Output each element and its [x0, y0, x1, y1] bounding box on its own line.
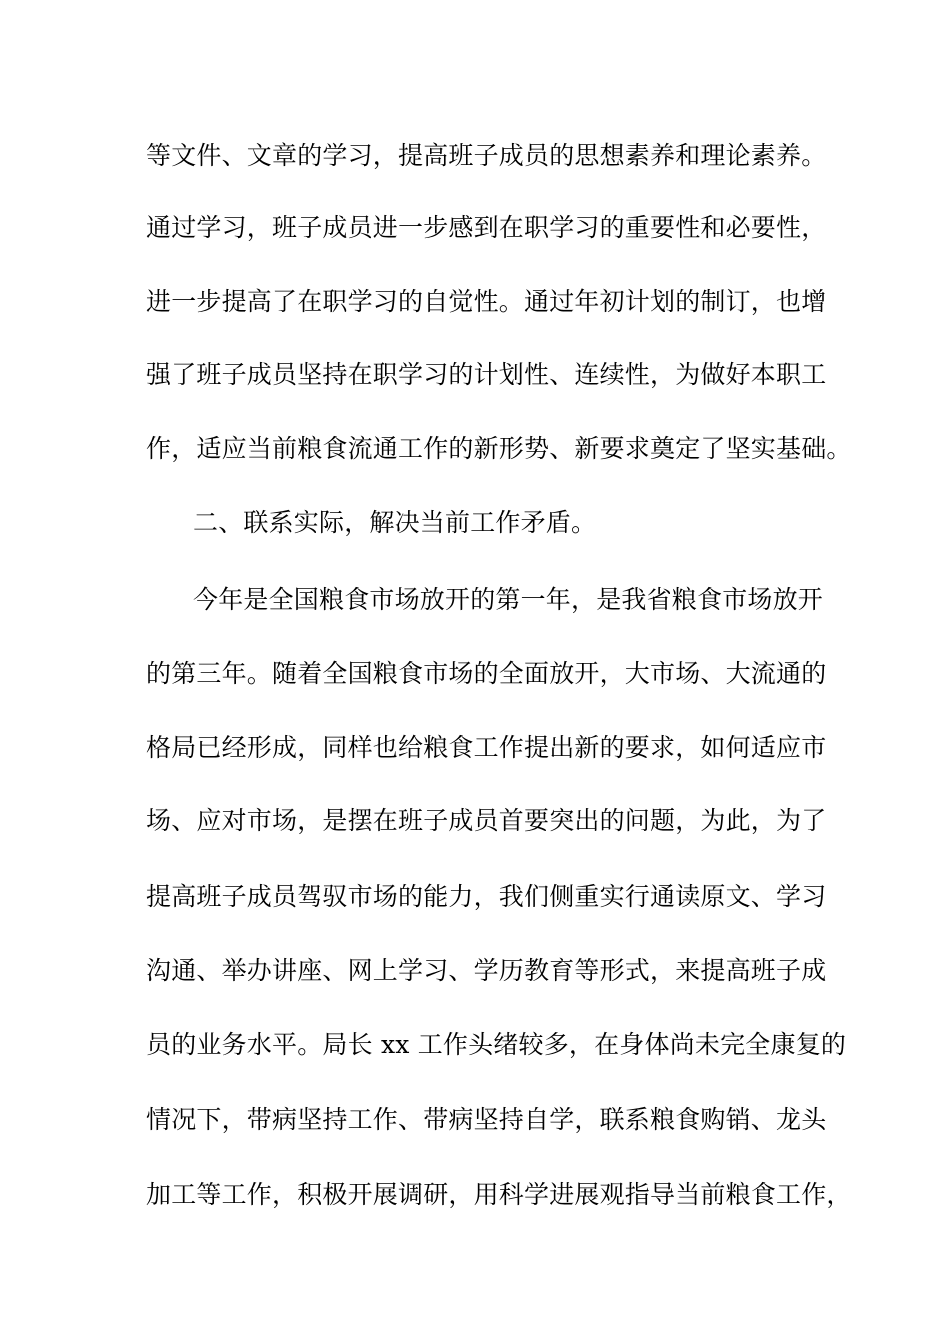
text-line: 强了班子成员坚持在职学习的计划性、连续性，为做好本职工	[146, 360, 827, 389]
paragraph-start-line: 今年是全国粮食市场放开的第一年，是我省粮食市场放开	[193, 585, 824, 614]
text-line: 格局已经形成，同样也给粮食工作提出新的要求，如何适应市	[146, 733, 827, 762]
text-line: 员的业务水平。局长 xx 工作头绪较多，在身体尚未完全康复的	[146, 1030, 847, 1059]
text-line: 沟通、举办讲座、网上学习、学历教育等形式，来提高班子成	[146, 956, 827, 985]
text-line: 作，适应当前粮食流通工作的新形势、新要求奠定了坚实基础。	[146, 434, 852, 463]
section-heading: 二、联系实际，解决当前工作矛盾。	[193, 508, 597, 537]
text-line: 加工等工作，积极开展调研，用科学进展观指导当前粮食工作，	[146, 1180, 852, 1209]
text-line: 场、应对市场，是摆在班子成员首要突出的问题，为此，为了	[146, 806, 827, 835]
text-line: 等文件、文章的学习，提高班子成员的思想素养和理论素养。	[146, 141, 827, 170]
text-line: 的第三年。随着全国粮食市场的全面放开，大市场、大流通的	[146, 659, 827, 688]
text-line: 提高班子成员驾驭市场的能力，我们侧重实行通读原文、学习	[146, 882, 827, 911]
text-line: 通过学习，班子成员进一步感到在职学习的重要性和必要性，	[146, 213, 827, 242]
text-line: 进一步提高了在职学习的自觉性。通过年初计划的制订，也增	[146, 287, 827, 316]
text-line: 情况下，带病坚持工作、带病坚持自学，联系粮食购销、龙头	[146, 1105, 827, 1134]
